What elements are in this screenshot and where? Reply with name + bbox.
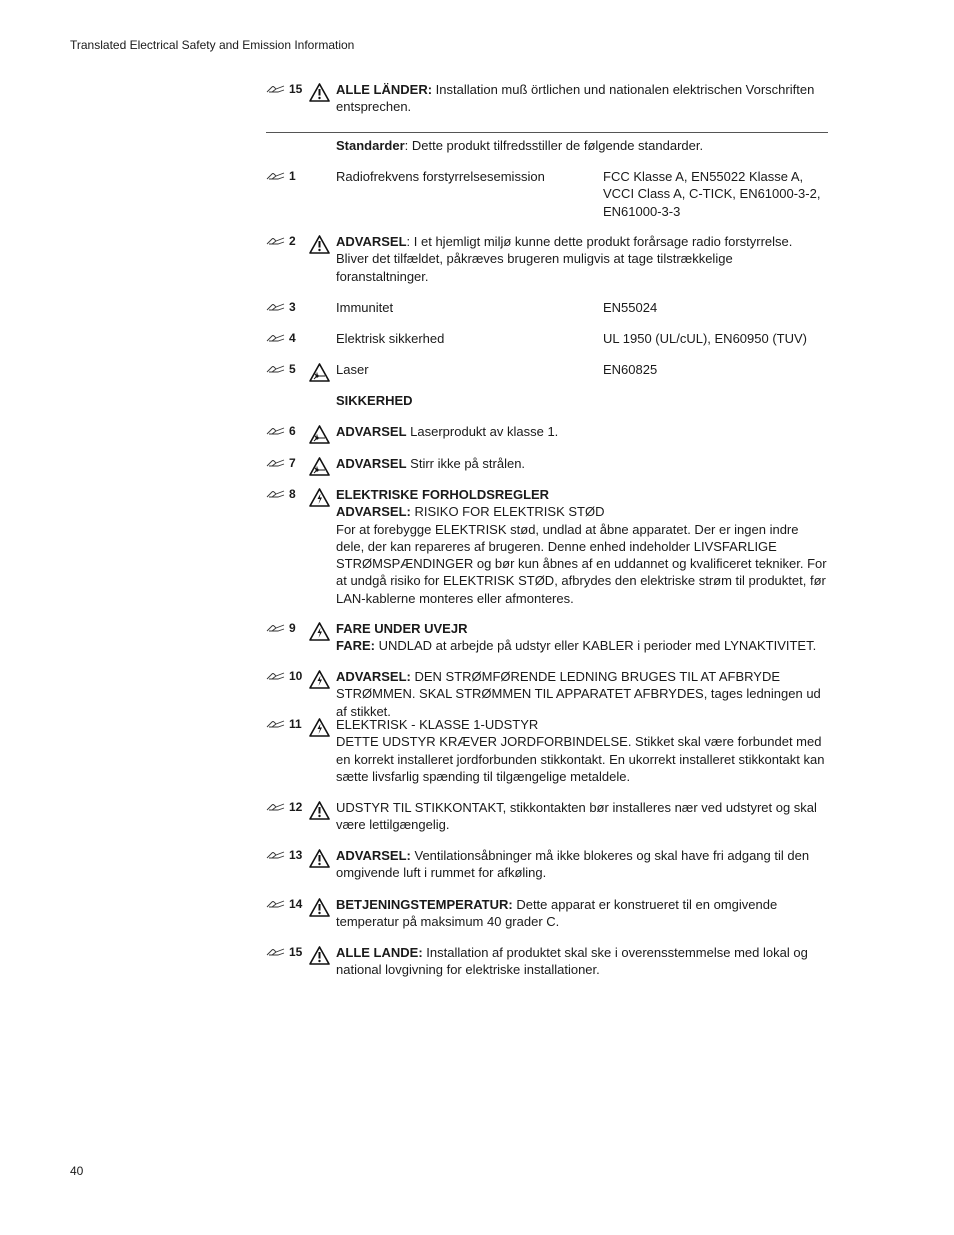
item-text (336, 716, 828, 785)
item-body: For at forebygge ELEKTRISK stød, undlad at åbne apparatet. Der er ingen indre dele, der kan repareres af brugeren. Denne enhed indeholder LIVSFARLIGE STRØMSPÆNDINGER og bør kun åbnes af en uddannet og kvalificeret tekniker. For at undgå risiko for ELEKTRISK STØD, afbrydes den elektriske strøm til produktet, før LAN-kablerne monteres eller afmonteres. (336, 521, 827, 606)
pointing-hand-icon (266, 671, 286, 681)
item-marker (266, 330, 306, 347)
pointing-hand-icon (266, 947, 286, 957)
item-text (336, 944, 828, 979)
page-number: 40 (70, 1164, 84, 1178)
item-text (336, 81, 828, 116)
standard-value: FCC Klasse A, EN55022 Klasse A, VCCI Class A, C-TICK, EN61000-3-2, EN61000-3-3 (603, 169, 821, 219)
item-number: 11 (289, 717, 302, 731)
pointing-hand-icon (266, 850, 286, 860)
pointing-hand-icon (266, 426, 286, 436)
standard-label: Radiofrekvens forstyrrelsesemission (336, 169, 545, 184)
standard-label: Elektrisk sikkerhed (336, 331, 445, 346)
item-marker (266, 299, 306, 316)
standards-body: : Dette produkt tilfredsstiller de følgende standarder. (404, 138, 704, 153)
laser-warning-icon (309, 363, 330, 382)
item-subline (336, 637, 828, 654)
pointing-hand-icon (266, 489, 286, 499)
item-bold-label: FARE: (336, 638, 375, 654)
item-marker (266, 944, 306, 961)
warning-icon (309, 801, 330, 820)
pointing-hand-icon (266, 802, 286, 812)
pointing-hand-icon (266, 364, 286, 374)
standards-text (336, 137, 828, 154)
pointing-hand-icon (266, 171, 286, 181)
item-number: 14 (289, 897, 303, 911)
item-marker (266, 486, 306, 503)
item-marker (266, 81, 306, 98)
item-number: 7 (289, 456, 296, 470)
item-body: Dette apparat er konstrueret til en omgivende temperatur på maksimum 40 grader C. (336, 897, 778, 930)
standard-label: Immunitet (336, 300, 394, 315)
warning-icon (309, 235, 330, 254)
standard-value: EN60825 (603, 362, 658, 377)
standard-value: UL 1950 (UL/cUL), EN60950 (TUV) (603, 331, 807, 346)
laser-warning-icon (309, 457, 330, 476)
item-subline (336, 503, 828, 520)
item-bold-label: ADVARSEL (336, 456, 407, 471)
item-number: 12 (289, 800, 303, 814)
section-divider (266, 132, 828, 133)
item-number: 3 (289, 300, 296, 314)
item-number: 10 (289, 669, 303, 683)
warning-icon (309, 83, 330, 102)
item-marker (266, 168, 306, 185)
electric-shock-icon (309, 670, 330, 689)
item-bold-label: ADVARSEL: (336, 848, 411, 863)
item-body: DETTE UDSTYR KRÆVER JORDFORBINDELSE. Stikket skal være forbundet med en korrekt installeret jordforbunden stikkontakt. En ukorrekt installeret stikkontakt kan sætte livsfarlig spænding til tilgængelige metaldele. (336, 734, 825, 784)
item-text (336, 486, 828, 607)
item-heading: ELEKTRISK - KLASSE 1-UDSTYR (336, 717, 539, 732)
item-heading: ELEKTRISKE FORHOLDSREGLER (336, 487, 550, 502)
item-body: Laserprodukt av klasse 1. (406, 424, 559, 439)
warning-icon (309, 946, 330, 965)
standards-label: Standarder (336, 138, 405, 153)
item-number: 4 (289, 331, 296, 345)
item-body: Installation muß örtlichen und nationalen elektrischen Vorschriften entsprechen. (336, 82, 815, 115)
item-bold-label: ALLE LÄNDER: (336, 82, 433, 97)
item-text (336, 668, 828, 720)
item-body: UDSTYR TIL STIKKONTAKT, stikkontakten bør installeres nær ved udstyret og skal være lettilgængelig. (336, 800, 817, 833)
item-marker (266, 668, 306, 685)
item-marker (266, 455, 306, 472)
section-heading: SIKKERHED (336, 393, 413, 408)
item-body: DEN STRØMFØRENDE LEDNING BRUGES TIL AT AFBRYDE STRØMMEN. SKAL STRØMMEN TIL APPARATET AFBRYDES, tages ledningen ud af stikket. (336, 669, 821, 719)
item-body: Ventilationsåbninger må ikke blokeres og skal have fri adgang til den omgivende luft i rummet for afkøling. (336, 848, 810, 881)
item-bold-label: BETJENINGSTEMPERATUR: (336, 897, 513, 912)
pointing-hand-icon (266, 899, 286, 909)
warning-icon (309, 849, 330, 868)
pointing-hand-icon (266, 236, 286, 246)
item-body: Stirr ikke på strålen. (406, 456, 526, 471)
item-bold-label: ALLE LANDE: (336, 945, 423, 960)
item-marker (266, 847, 306, 864)
item-number: 1 (289, 169, 296, 183)
item-marker (266, 423, 306, 440)
electric-shock-icon (309, 622, 330, 641)
item-number: 8 (289, 487, 296, 501)
item-number: 2 (289, 234, 296, 248)
pointing-hand-icon (266, 623, 286, 633)
item-bold-label: ADVARSEL: (336, 504, 411, 520)
item-text (336, 233, 828, 285)
item-marker (266, 361, 306, 378)
standard-value: EN55024 (603, 300, 658, 315)
item-marker (266, 716, 306, 733)
item-body: UNDLAD at arbejde på udstyr eller KABLER i perioder med LYNAKTIVITET. (375, 638, 817, 654)
item-number: 15 (289, 82, 303, 96)
item-number: 9 (289, 621, 296, 635)
item-number: 5 (289, 362, 296, 376)
electric-shock-icon (309, 718, 330, 737)
item-bold-label: ADVARSEL (336, 234, 407, 249)
electric-shock-icon (309, 488, 330, 507)
warning-icon (309, 898, 330, 917)
item-marker (266, 799, 306, 816)
item-marker (266, 620, 306, 637)
item-body: Installation af produktet skal ske i overensstemmelse med lokal og national lovgivning for elektriske installationer. (336, 945, 808, 978)
item-text (336, 620, 828, 655)
pointing-hand-icon (266, 302, 286, 312)
pointing-hand-icon (266, 458, 286, 468)
item-marker (266, 233, 306, 250)
item-text (336, 455, 828, 472)
item-number: 15 (289, 945, 303, 959)
item-sub: RISIKO FOR ELEKTRISK STØD (410, 504, 605, 520)
standard-label: Laser (336, 362, 369, 377)
item-bold-label: ADVARSEL (336, 424, 407, 439)
item-number: 6 (289, 424, 296, 438)
item-bold-label: ADVARSEL: (336, 669, 411, 684)
pointing-hand-icon (266, 84, 286, 94)
item-marker (266, 896, 306, 913)
item-number: 13 (289, 848, 303, 862)
pointing-hand-icon (266, 333, 286, 343)
laser-warning-icon (309, 425, 330, 444)
pointing-hand-icon (266, 719, 286, 729)
item-text (336, 896, 828, 931)
item-body: : I et hjemligt miljø kunne dette produkt forårsage radio forstyrrelse. Bliver det tilfældet, påkræves brugeren muligvis at tage tilstrækkelige foranstaltninger. (336, 234, 793, 284)
item-heading: FARE UNDER UVEJR (336, 621, 468, 636)
item-text (336, 847, 828, 882)
page-header: Translated Electrical Safety and Emission Information (70, 38, 355, 52)
item-text (336, 423, 828, 440)
